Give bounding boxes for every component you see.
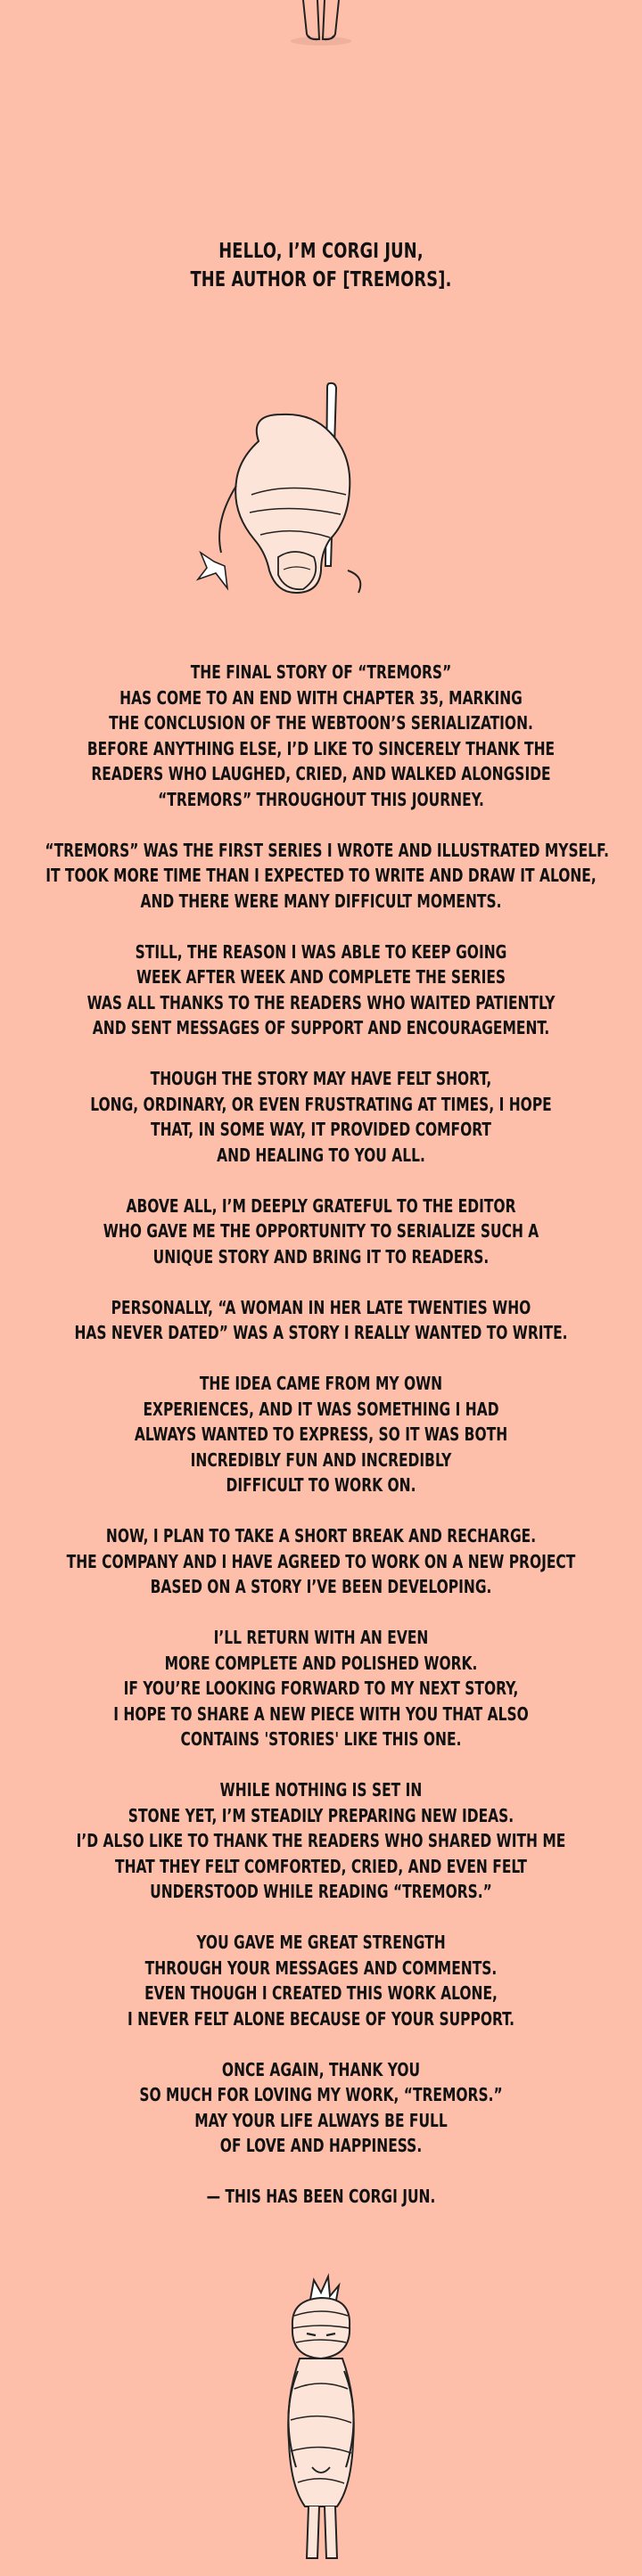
letter-paragraph: [45, 1066, 597, 1168]
letter-line: OF LOVE AND HAPPINESS.: [219, 2135, 423, 2156]
letter-line: I’D ALSO LIKE TO THANK THE READERS WHO SHARED WITH ME: [76, 1830, 566, 1851]
letter-line: THE FINAL STORY OF “TREMORS”: [190, 661, 452, 683]
greeting-heading: [45, 237, 597, 294]
letter-paragraph: [45, 838, 609, 915]
letter-line: UNDERSTOOD WHILE READING “TREMORS.”: [150, 1881, 492, 1902]
letter-line: AND HEALING TO YOU ALL.: [217, 1144, 425, 1166]
letter-line: INCREDIBLY FUN AND INCREDIBLY: [190, 1448, 452, 1471]
letter-line: EVEN THOUGH I CREATED THIS WORK ALONE,: [144, 1982, 498, 2004]
letter-paragraph: [45, 1930, 597, 2031]
letter-line: PERSONALLY, “A WOMAN IN HER LATE TWENTIES WHO: [111, 1296, 531, 1318]
letter-line: IT TOOK MORE TIME THAN I EXPECTED TO WRITE AND DRAW IT ALONE,: [45, 865, 597, 886]
letter-line: IF YOU’RE LOOKING FORWARD TO MY NEXT STORY,: [123, 1678, 519, 1699]
letter-paragraph: [45, 2057, 597, 2159]
letter-line: WHILE NOTHING IS SET IN: [219, 1779, 423, 1801]
letter-line: BEFORE ANYTHING ELSE, I’D LIKE TO SINCERELY THANK THE: [86, 737, 556, 759]
letter-line: AND THERE WERE MANY DIFFICULT MOMENTS.: [140, 890, 502, 912]
letter-line: WAS ALL THANKS TO THE READERS WHO WAITED PATIENTLY: [86, 991, 556, 1013]
letter-paragraph: [45, 660, 597, 812]
letter-line: MAY YOUR LIFE ALWAYS BE FULL: [194, 2109, 448, 2131]
letter-line: HAS NEVER DATED” WAS A STORY I REALLY WANTED TO WRITE.: [74, 1322, 568, 1343]
greeting-line: HELLO, I’M CORGI JUN,: [218, 240, 424, 263]
letter-line: BASED ON A STORY I’VE BEEN DEVELOPING.: [150, 1576, 492, 1597]
letter-paragraph: [45, 1523, 597, 1600]
letter-line: AND SENT MESSAGES OF SUPPORT AND ENCOURAGEMENT.: [92, 1017, 550, 1038]
letter-body: [45, 660, 609, 2235]
letter-line: MORE COMPLETE AND POLISHED WORK.: [164, 1652, 478, 1674]
greeting-line: THE AUTHOR OF [TREMORS].: [190, 268, 452, 291]
letter-paragraph: [45, 1625, 597, 1752]
letter-line: READERS WHO LAUGHED, CRIED, AND WALKED ALONGSIDE: [91, 763, 551, 784]
letter-line: ONCE AGAIN, THANK YOU: [221, 2058, 421, 2080]
letter-line: HAS COME TO AN END WITH CHAPTER 35, MARKING: [119, 686, 523, 709]
letter-paragraph: [45, 1295, 597, 1346]
letter-line: THROUGH YOUR MESSAGES AND COMMENTS.: [144, 1957, 498, 1979]
letter-line: LONG, ORDINARY, OR EVEN FRUSTRATING AT TIMES, I HOPE: [90, 1093, 552, 1115]
letter-paragraph: [45, 939, 597, 1041]
letter-line: I’LL RETURN WITH AN EVEN: [213, 1627, 429, 1648]
letter-line: DIFFICULT TO WORK ON.: [226, 1474, 416, 1496]
letter-line: STONE YET, I’M STEADILY PREPARING NEW IDEAS.: [128, 1804, 514, 1826]
letter-line: WHO GAVE ME THE OPPORTUNITY TO SERIALIZE SUCH A: [103, 1220, 539, 1242]
letter-line: ABOVE ALL, I’M DEEPLY GRATEFUL TO THE EDITOR: [126, 1194, 516, 1217]
top-figure-illustration: [268, 0, 374, 53]
letter-paragraph: [45, 1371, 597, 1498]
letter-line: THOUGH THE STORY MAY HAVE FELT SHORT,: [150, 1068, 492, 1089]
letter-line: THAT, IN SOME WAY, IT PROVIDED COMFORT: [151, 1119, 491, 1140]
letter-line: THE IDEA CAME FROM MY OWN: [199, 1373, 443, 1394]
letter-paragraph: [45, 1777, 597, 1905]
letter-line: UNIQUE STORY AND BRING IT TO READERS.: [152, 1245, 490, 1267]
signature-line: — THIS HAS BEEN CORGI JUN.: [206, 2186, 436, 2207]
letter-paragraph: [45, 1194, 597, 1270]
letter-line: THE COMPANY AND I HAVE AGREED TO WORK ON A NEW PROJECT: [66, 1550, 576, 1572]
letter-line: I NEVER FELT ALONE BECAUSE OF YOUR SUPPORT.: [128, 2007, 514, 2030]
lying-figure-illustration: [196, 379, 383, 611]
letter-line: I HOPE TO SHARE A NEW PIECE WITH YOU THAT ALSO: [113, 1702, 529, 1725]
letter-line: THAT THEY FELT COMFORTED, CRIED, AND EVEN FELT: [115, 1855, 527, 1877]
letter-line: EXPERIENCES, AND IT WAS SOMETHING I HAD: [143, 1398, 499, 1420]
letter-line: WEEK AFTER WEEK AND COMPLETE THE SERIES: [136, 966, 506, 988]
letter-line: NOW, I PLAN TO TAKE A SHORT BREAK AND RECHARGE.: [105, 1525, 537, 1546]
letter-line: YOU GAVE ME GREAT STRENGTH: [196, 1932, 446, 1953]
letter-line: STILL, THE REASON I WAS ABLE TO KEEP GOING: [135, 940, 507, 963]
letter-line: “TREMORS” WAS THE FIRST SERIES I WROTE AND ILLUSTRATED MYSELF.: [45, 839, 609, 861]
letter-line: CONTAINS 'STORIES' LIKE THIS ONE.: [180, 1728, 462, 1750]
standing-figure-illustration: [250, 2273, 392, 2576]
letter-line: ALWAYS WANTED TO EXPRESS, SO IT WAS BOTH: [134, 1423, 508, 1445]
letter-line: SO MUCH FOR LOVING MY WORK, “TREMORS.”: [139, 2084, 503, 2105]
letter-line: “TREMORS” THROUGHOUT THIS JOURNEY.: [158, 788, 484, 810]
letter-signature: [45, 2184, 597, 2210]
letter-line: THE CONCLUSION OF THE WEBTOON’S SERIALIZATION.: [109, 712, 533, 734]
